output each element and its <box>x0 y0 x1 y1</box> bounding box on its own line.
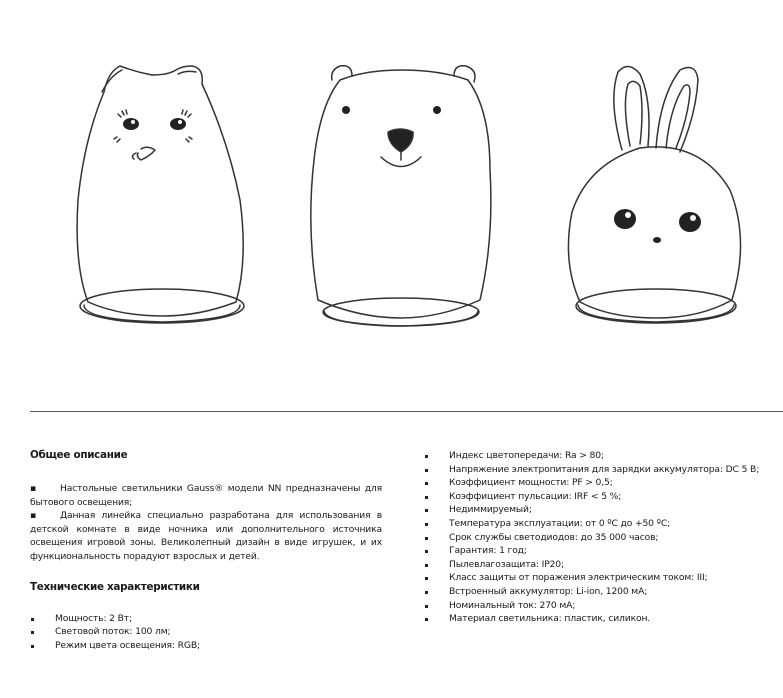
spec-item: Индекс цветопередачи: Ra > 80; <box>424 449 779 463</box>
description-paragraph-2 <box>30 509 382 563</box>
spec-item: Материал светильника: пластик, силикон. <box>424 612 779 626</box>
bullet-marker: ▪ <box>30 510 37 522</box>
bunny-lamp-illustration <box>568 66 740 323</box>
spec-item: Напряжение электропитания для зарядки аккумулятора: DC 5 В; <box>424 463 779 477</box>
bear-lamp-illustration <box>311 66 491 326</box>
left-column <box>30 448 382 652</box>
description-paragraph-1 <box>30 482 382 509</box>
spec-item: Коэффициент мощности: PF > 0,5; <box>424 476 779 490</box>
specs-list-right <box>424 449 779 626</box>
section-divider <box>30 411 783 412</box>
description-text-2: Данная линейка специально разработана для использования в детской комнате в виде ночника или дополнительного источника освещения игровой зоны. Великолепный дизайн в виде игрушек, и их функциональность порадуют взрослых и детей. <box>30 510 382 562</box>
spec-item: Режим цвета освещения: RGB; <box>30 639 382 653</box>
spec-item: Встроенный аккумулятор: Li-ion, 1200 мА; <box>424 585 779 599</box>
cat-lamp-illustration <box>77 66 244 323</box>
spec-item: Номинальный ток: 270 мА; <box>424 599 779 613</box>
spec-item: Недиммируемый; <box>424 503 779 517</box>
description-text-1: Настольные светильники Gauss® модели NN предназначены для бытового освещения; <box>30 483 382 508</box>
bullet-marker: ▪ <box>30 483 37 494</box>
spec-item: Класс защиты от поражения электрическим током: III; <box>424 571 779 585</box>
right-column <box>424 449 779 626</box>
specs-heading: Технические характеристики <box>30 580 200 593</box>
spec-item: Температура эксплуатации: от 0 ºС до +50 ºС; <box>424 517 779 531</box>
spec-item: Коэффициент пульсации: IRF < 5 %; <box>424 490 779 504</box>
spec-item: Мощность: 2 Вт; <box>30 612 382 626</box>
spec-item: Пылевлагозащита: IP20; <box>424 558 779 572</box>
spec-item: Гарантия: 1 год; <box>424 544 779 558</box>
spec-item: Срок службы светодиодов: до 35 000 часов; <box>424 531 779 545</box>
description-heading: Общее описание <box>30 449 128 461</box>
specs-list-left <box>30 612 382 653</box>
spec-item: Световой поток: 100 лм; <box>30 625 382 639</box>
